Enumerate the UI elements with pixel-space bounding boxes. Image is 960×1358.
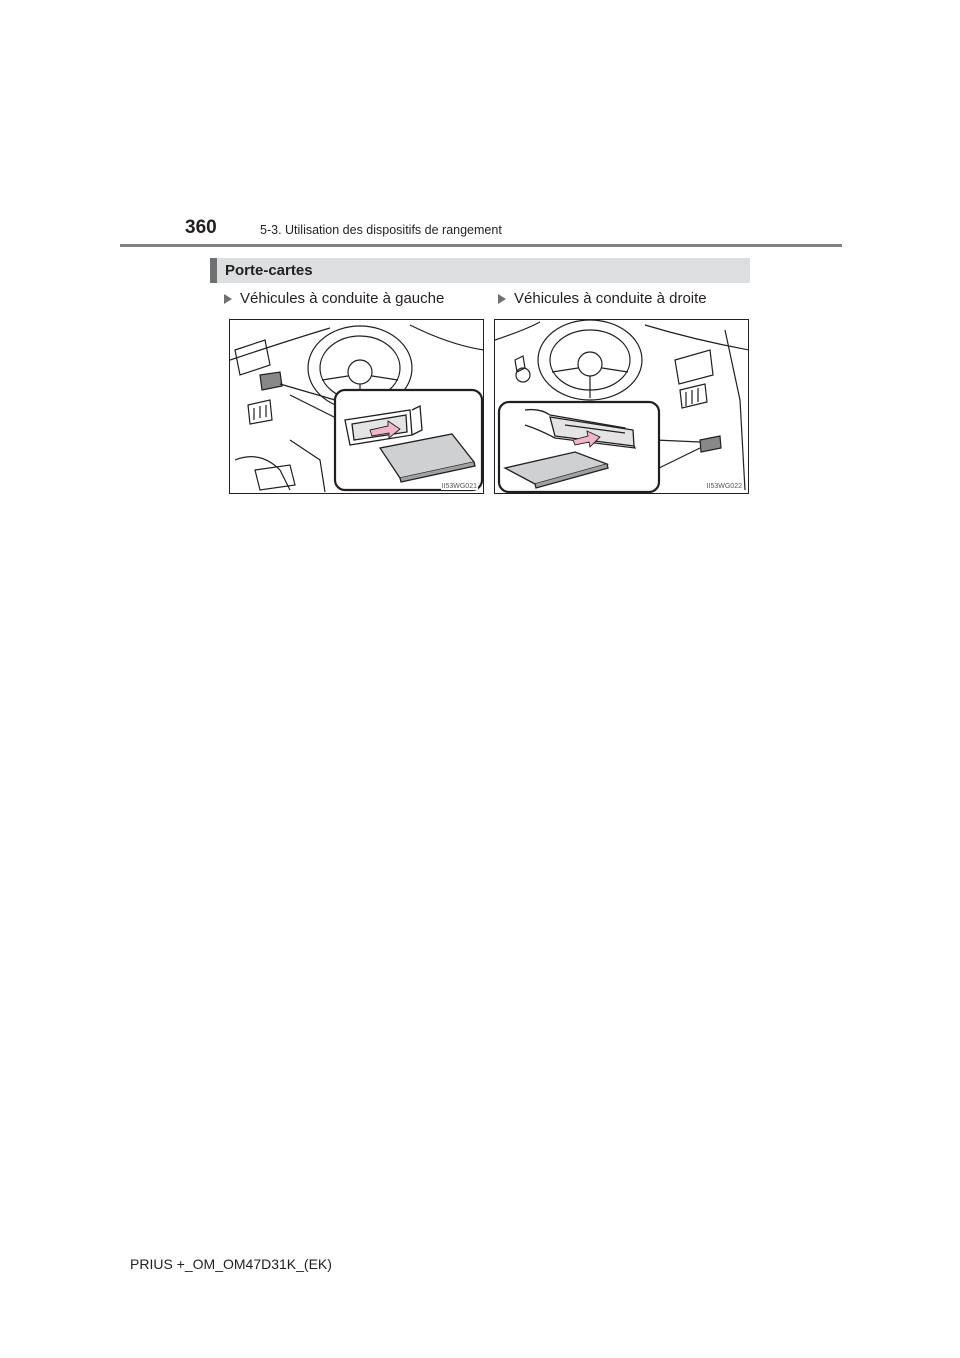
- section-title: 5-3. Utilisation des dispositifs de rangement: [260, 223, 502, 237]
- caption-text: Véhicules à conduite à gauche: [240, 290, 445, 307]
- caption-left-hand-drive: [224, 290, 444, 307]
- header-rule: [120, 244, 842, 247]
- caption-text: Véhicules à conduite à droite: [514, 290, 707, 307]
- dashboard-illustration: [495, 320, 749, 494]
- figure-right-hand-drive: [494, 319, 749, 494]
- bullet-triangle-icon: [498, 294, 506, 304]
- figure-code: II53WG022: [706, 483, 742, 490]
- bullet-triangle-icon: [224, 294, 232, 304]
- dashboard-illustration: [230, 320, 484, 494]
- section-heading: Porte-cartes: [225, 262, 313, 279]
- figure-left-hand-drive: [229, 319, 484, 494]
- footer-document-id: PRIUS +_OM_OM47D31K_(EK): [130, 1256, 332, 1272]
- caption-right-hand-drive: [498, 290, 707, 307]
- heading-accent: [210, 258, 217, 283]
- figure-code: II53WG021: [441, 483, 477, 490]
- page-number: 360: [185, 217, 217, 238]
